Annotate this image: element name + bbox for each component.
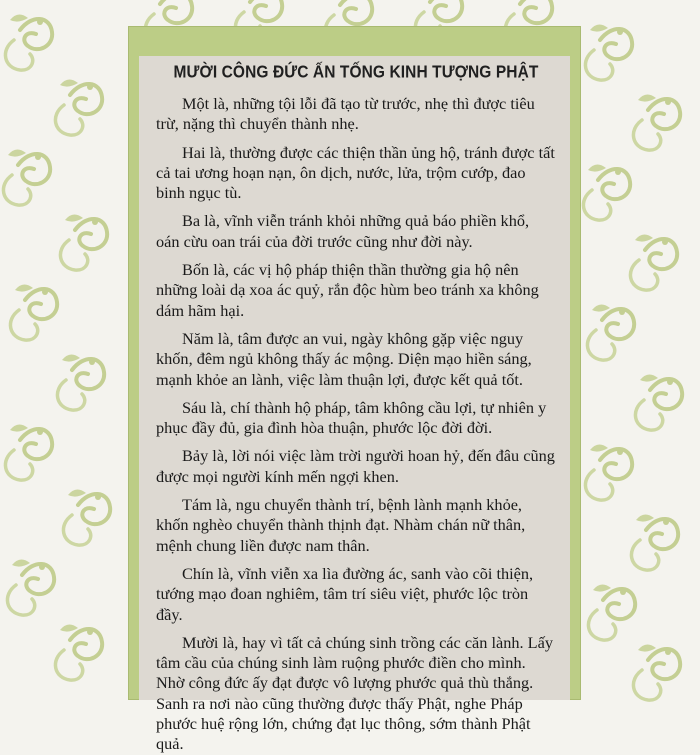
paragraph-7: Bảy là, lời nói việc làm trời người hoan hỷ, đến đâu cũng được mọi người kính mến ngợi khen. — [156, 446, 555, 486]
paragraph-8: Tám là, ngu chuyển thành trí, bệnh lành mạnh khỏe, khốn nghèo chuyển thành thịnh đạt. Nhàm chán nữ thân, mệnh chung liền được nam thân. — [156, 495, 526, 555]
paragraph-1: Một là, những tội lỗi đã tạo từ trước, nhẹ thì được tiêu trừ, nặng thì chuyển thành nhẹ. — [156, 94, 535, 134]
paragraph-9: Chín là, vĩnh viễn xa lìa đường ác, sanh vào cõi thiện, tướng mạo đoan nghiêm, tâm trí siêu việt, phước lộc tròn đầy. — [156, 563, 534, 624]
paragraph-4: Bốn là, các vị hộ pháp thiện thần thường gia hộ nên những loài dạ xoa ác quỷ, rắn độc hùm beo tránh xa không dám hãm hại. — [156, 260, 539, 320]
paragraph-2: Hai là, thường được các thiện thần ủng hộ, tránh được tất cả tai ương hoạn nạn, ôn dịch, nước, lửa, trộm cướp, đao binh ngục tù. — [156, 142, 555, 203]
paragraph-6: Sáu là, chí thành hộ pháp, tâm không cầu lợi, tự nhiên y phục đầy đủ, gia đình hòa thuận, phước lộc đời đời. — [156, 397, 547, 438]
page-title: MƯỜI CÔNG ĐỨC ẤN TỐNG KINH TƯỢNG PHẬT — [173, 62, 539, 82]
text-box — [139, 56, 570, 754]
paragraph-3: Ba là, vĩnh viễn tránh khỏi những quả báo phiền khổ, oán cừu oan trái của đời trước cũng như đời này. — [156, 211, 530, 251]
paragraph-10: Mười là, hay vì tất cả chúng sinh trồng các căn lành. Lấy tâm cầu của chúng sinh làm ruộng phước điền cho mình. Nhờ công đức ấy đạt được vô lượng phước quả thù thắng. Sanh ra nơi nào cũng thường được thấy Phật, nghe Pháp phước huệ rộng lớn, chứng đạt lục thông, sớm thành Phật quả. — [156, 632, 553, 754]
paragraph-5: Năm là, tâm được an vui, ngày không gặp việc nguy khốn, đêm ngủ không thấy ác mộng. Diện mạo hiền sáng, mạnh khỏe an lành, việc làm thuận lợi, được kết quả tốt. — [156, 328, 532, 389]
